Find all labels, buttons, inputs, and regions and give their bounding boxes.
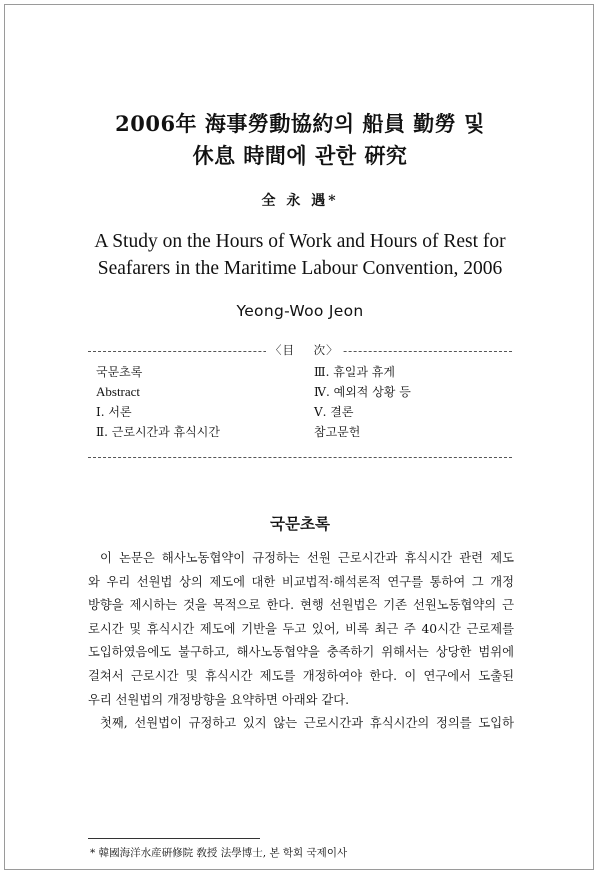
- title-en-line1: A Study on the Hours of Work and Hours of Rest for: [94, 231, 506, 252]
- abstract-line: 우리 선원법의 개정방향을 요약하면 아래와 같다.: [88, 692, 350, 707]
- abstract-line: 도입하였음에도 불구하고, 해사노동협약을 충족하기 위해서는 상당한 범위에: [88, 645, 514, 660]
- footnote-rule: [88, 838, 260, 839]
- toc-right-column: [314, 362, 411, 442]
- toc-left-column: [96, 362, 220, 442]
- author-en: Yeong-Woo Jeon: [236, 302, 364, 320]
- toc-item: Ⅳ. 예외적 상황 등: [314, 385, 411, 399]
- toc-item: Ⅲ. 휴일과 휴게: [314, 365, 395, 379]
- title-en-line2: Seafarers in the Maritime Labour Convention, 2006: [97, 258, 503, 279]
- abstract-line: 이 논문은 해사노동협약이 규정하는 선원 근로시간과 휴식시간 관련 제도: [100, 551, 514, 565]
- toc-item: Abstract: [96, 384, 141, 399]
- abstract-line: 와 우리 선원법 상의 제도에 대한 비교법적·해석론적 연구를 통하여 그 개정: [88, 574, 514, 589]
- toc-item: Ⅴ. 결론: [314, 405, 354, 419]
- abstract-heading: 국문초록: [270, 515, 330, 533]
- toc-item: Ⅱ. 근로시간과 휴식시간: [96, 425, 220, 439]
- abstract-line: 걸쳐서 근로시간 및 휴식시간 제도를 개정하여야 한다. 이 연구에서 도출된: [88, 668, 514, 683]
- abstract-line: 첫째, 선원법이 규정하고 있지 않는 근로시간과 휴식시간의 정의를 도입하: [100, 716, 514, 731]
- author-ko: 全 永 遇*: [261, 193, 339, 209]
- toc-item: Ⅰ. 서론: [96, 405, 132, 419]
- abstract-body: [88, 547, 514, 736]
- toc-heading: 〈目 次〉: [266, 342, 343, 358]
- title-ko-line2: 休息 時間에 관한 硏究: [192, 143, 408, 168]
- abstract-line: 로시간 및 휴식시간 제도에 기반을 두고 있어, 비록 최근 주 40시간 근로제를: [88, 621, 514, 636]
- table-of-contents: [88, 343, 512, 458]
- toc-item: 국문초록: [96, 365, 143, 379]
- abstract-line: 방향을 제시하는 것을 목적으로 한다. 현행 선원법은 기존 선원노동협약의 근: [88, 598, 514, 613]
- toc-item: 참고문헌: [314, 425, 361, 439]
- footnote: * 韓國海洋水産硏修院 敎授 法學博士, 본 학회 국제이사: [90, 847, 348, 859]
- title-ko-line1: 2006年 海事勞動協約의 船員 勤勞 및: [115, 111, 485, 136]
